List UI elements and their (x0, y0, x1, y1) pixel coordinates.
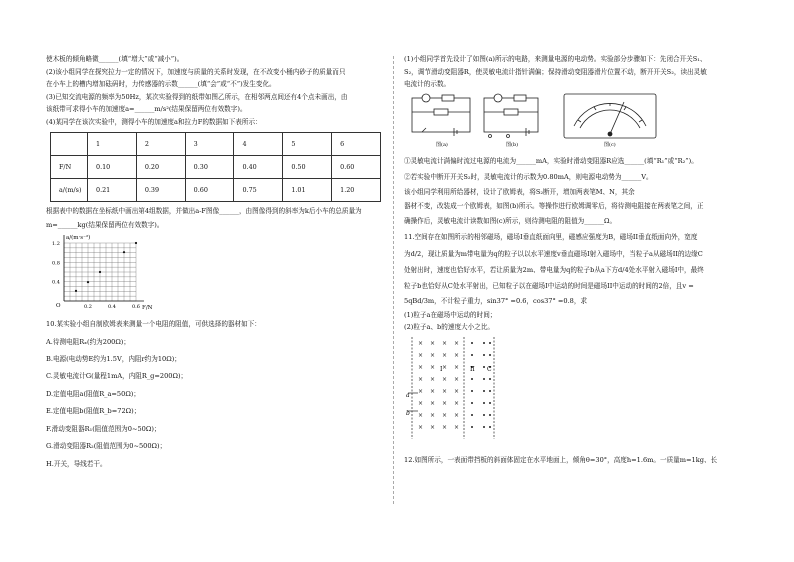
option-b: B.电源(电动势E约为1.5V，内阻r约为10Ω)； (46, 355, 181, 364)
field-out-of-page-mark (471, 354, 473, 356)
table-cell: 4 (234, 133, 283, 156)
x-axis-label: F/N (142, 305, 153, 312)
field-into-page-mark: × (418, 352, 424, 360)
field-into-page-mark: × (454, 376, 460, 384)
table-cell: 5 (283, 133, 332, 156)
field-into-page-mark: × (454, 412, 460, 420)
table-cell: 0.10 (88, 156, 137, 179)
region-2-label: II (470, 366, 475, 374)
option-c: C.灵敏电流计G(量程1mA，内阻R_g=200Ω)； (46, 372, 188, 381)
table-cell: 0.39 (136, 179, 185, 202)
field-out-of-page-mark (471, 390, 473, 392)
text-line: 该纸带可求得小车的加速度a=______m/s²(结果保留两位有效数字)。 (46, 104, 247, 113)
y-tick-label: 0.4 (52, 279, 60, 286)
y-axis-label: a/(m·s⁻²) (66, 235, 91, 242)
option-d: D.定值电阻a(阻值R_a=50Ω)； (46, 389, 140, 398)
table-cell: 1.20 (332, 179, 381, 202)
text-line: (2)该小组同学在探究拉力一定的情况下，加速度与质量的关系时发现，在不改变小桶内砂子的质量而只 (46, 68, 346, 77)
field-into-page-mark: × (454, 388, 460, 396)
table-cell: 0.30 (185, 156, 234, 179)
field-into-page-mark: × (442, 424, 448, 432)
field-into-page-mark: × (418, 412, 424, 420)
region-1-label: I (440, 366, 443, 374)
magnetic-field-diagram (406, 335, 516, 443)
circuit-b (484, 94, 538, 138)
field-out-of-page-mark (489, 414, 491, 416)
x-tick-label: 0.4 (108, 304, 116, 311)
table-cell: 1.01 (283, 179, 332, 202)
field-into-page-mark: × (454, 364, 460, 372)
field-out-of-page-mark (483, 378, 485, 380)
figure-b-label: 图(b) (506, 142, 519, 149)
field-out-of-page-mark (483, 390, 485, 392)
option-h: H.开关，导线若干。 (46, 459, 107, 468)
table-cell: 6 (332, 133, 381, 156)
text-line: ②若实验中断开开关S₂时，灵敏电流计的示数为0.80mA，则电源电动势为______V。 (404, 172, 653, 181)
table-cell: 1 (88, 133, 137, 156)
x-tick-label: 0.6 (132, 304, 140, 311)
table-row (51, 179, 381, 202)
field-into-page-mark: × (430, 340, 436, 348)
table-cell: 3 (185, 133, 234, 156)
table-header-row (51, 133, 381, 156)
field-out-of-page-mark (471, 402, 473, 404)
field-into-page-mark: × (454, 352, 460, 360)
text-line: (3)已知交流电源的频率为50Hz，某次实验得到的纸带如图乙所示，在相邻两点间还有4个点未画出，由 (46, 93, 348, 102)
field-out-of-page-mark (489, 426, 491, 428)
y-tick-label: 0.8 (52, 260, 60, 267)
y-tick-label: 1.2 (52, 241, 60, 248)
option-e: E.定值电阻b(阻值R_b=72Ω)； (46, 407, 141, 416)
table-cell: 0.60 (185, 179, 234, 202)
field-into-page-mark: × (442, 388, 448, 396)
table-cell: F/N (51, 156, 88, 179)
field-into-page-mark: × (454, 340, 460, 348)
chart-axes (52, 235, 144, 310)
data-point (135, 242, 137, 244)
right-column (404, 54, 748, 467)
particle-a-label: a (406, 392, 410, 400)
origin-label: O (56, 303, 61, 310)
field-into-page-mark: × (418, 424, 424, 432)
question-11-stem: 11.空间存在如图所示的相邻磁场，磁场I垂直纸面向里，磁感应强度为B，磁场II垂直纸面向外，宽度 (404, 233, 698, 242)
field-into-page-mark: × (430, 352, 436, 360)
field-into-page-mark: × (418, 376, 424, 384)
text-line: 5qBd/3m，不计粒子重力，sin37° =0.6，cos37° =0.8，求 (404, 296, 588, 305)
field-into-page-mark: × (430, 376, 436, 384)
field-out-of-page-mark (489, 390, 491, 392)
field-out-of-page-mark (489, 378, 491, 380)
text-line: ①灵敏电流计满偏时流过电源的电流为______mA，实验时滑动变阻器R应选______(填“R₁”或“R₂”)。 (404, 157, 698, 166)
field-into-page-mark: × (430, 388, 436, 396)
table-row (51, 156, 381, 179)
field-into-page-mark: × (442, 400, 448, 408)
field-into-page-mark: × (418, 400, 424, 408)
field-out-of-page-mark (471, 426, 473, 428)
table-cell: 0.50 (283, 156, 332, 179)
field-into-page-mark: × (442, 364, 448, 372)
particle-b-label: b (406, 410, 410, 418)
field-into-page-mark: × (430, 364, 436, 372)
field-into-page-mark: × (442, 412, 448, 420)
text-line: 在小车上的槽内增加砝码时，力传感器的示数______(填“会”或“不”)发生变化。 (46, 79, 276, 88)
sub-question-2: (2)粒子a、b的速度大小之比。 (404, 322, 495, 331)
question-12-stem: 12.如图所示，一表面带挡板的斜面体固定在水平地面上，倾角θ=30°，高度h=1.6m。一质量m=1kg、长 (404, 456, 718, 465)
data-point (75, 290, 77, 292)
field-into-page-mark: × (442, 376, 448, 384)
field-into-page-mark: × (418, 388, 424, 396)
text-line: 确操作后，灵敏电流计读数如图(c)所示，则待测电阻的阻值为______Ω。 (404, 216, 617, 225)
field-out-of-page-mark (483, 414, 485, 416)
field-out-of-page-mark (471, 414, 473, 416)
circuit-figures (404, 90, 704, 152)
table-cell: 0.60 (332, 156, 381, 179)
text-line: (1)小组同学首先设计了如图(a)所示的电路，来测量电源的电动势。实验部分步骤如下：先闭合开关S₁、 (404, 55, 707, 63)
table-cell: 0.21 (88, 179, 137, 202)
column-divider (393, 56, 394, 504)
field-into-page-mark: × (442, 352, 448, 360)
text-line: (4)某同学在该次实验中，测得小车的加速度a和拉力F的数据如下表所示： (46, 118, 262, 127)
table-cell: a/(m/s) (51, 179, 88, 202)
table-cell: 0.75 (234, 179, 283, 202)
field-out-of-page-mark (471, 378, 473, 380)
field-out-of-page-mark (483, 342, 485, 344)
field-into-page-mark: × (418, 340, 424, 348)
field-out-of-page-mark (471, 342, 473, 344)
field-out-of-page-mark (483, 402, 485, 404)
table-cell: 0.20 (136, 156, 185, 179)
field-out-of-page-mark (489, 354, 491, 356)
text-line: 器材不变，改装成一个欧姆表，如图(b)所示。等操作进行欧姆调零后，将待测电阻接在两表笔之间，正 (404, 202, 704, 211)
figure-c-label: 图(c) (604, 142, 616, 149)
field-into-page-mark: × (430, 412, 436, 420)
table-cell: 2 (136, 133, 185, 156)
field-out-of-page-mark (483, 354, 485, 356)
field-out-of-page-mark (483, 366, 485, 368)
circuit-a (412, 94, 470, 136)
field-out-of-page-mark (489, 342, 491, 344)
question-10-stem: 10.某实验小组自制欧姆表来测量一个电阻的阻值，可供选择的器材如下： (46, 320, 261, 329)
field-out-of-page-mark (489, 402, 491, 404)
text-line: 为d/2，现让质量为m带电量为q的粒子以以水平速度v垂直磁场I射入磁场中，当粒子a从磁场II的边缘C (404, 249, 703, 258)
field-out-of-page-mark (483, 426, 485, 428)
point-c-label: C (487, 366, 492, 374)
text-line: 该小组同学利用所给器材，设计了欧姆表，将S₂断开，增加两表笔M、N，其余 (404, 188, 635, 197)
text-line: m=______kg(结果保留两位有效数字)。 (46, 220, 164, 229)
table-cell (51, 133, 88, 156)
text-line: 电流计的示数。 (404, 79, 451, 88)
left-column (46, 54, 381, 470)
text-line: 粒子b也恰好从C处水平射出，已知粒子以在磁场I中运动的时间是磁场II中运动的时间的2倍，且v = (404, 282, 694, 291)
data-point (123, 251, 125, 253)
a-f-chart (46, 231, 156, 313)
field-into-page-mark: × (430, 400, 436, 408)
x-tick-label: 0.2 (84, 304, 92, 311)
data-point (87, 281, 89, 283)
data-point (99, 271, 101, 273)
option-g: G.滑动变阻器R₂(阻值范围为0~500Ω)； (46, 442, 167, 451)
sub-question-1: (1)粒子a在磁场中运动的时间； (404, 311, 497, 320)
field-into-page-mark: × (430, 424, 436, 432)
text-line: 根据表中的数据在坐标纸中画出第4组数据，并做出a-F图像______，由图像得到的斜率为k后小车的总质量为 (46, 207, 362, 216)
text-line: 处射出时，速度也恰好水平，若让质量为2m、带电量为q的粒子b从a下方d/4处水平射入磁场I中，最终 (404, 266, 704, 275)
table-cell: 0.40 (234, 156, 283, 179)
text-line: 使木板的倾角略微______(填“增大”或“减小”)。 (46, 55, 184, 63)
field-into-page-mark: × (418, 364, 424, 372)
option-f: F.滑动变阻器R₁(阻值范围为0~50Ω)； (46, 424, 161, 433)
field-into-page-mark: × (454, 400, 460, 408)
galvanometer-dial (564, 94, 656, 138)
option-a: A.待测电阻Rₓ(约为200Ω)； (46, 337, 130, 346)
field-into-page-mark: × (454, 424, 460, 432)
data-table (50, 132, 381, 202)
figure-a-label: 图(a) (436, 142, 448, 149)
text-line: S₂，调节滑动变阻器R，使灵敏电流计指针满偏；保持滑动变阻器滑片位置不动，断开开关S₂，读出灵敏 (404, 68, 707, 77)
field-into-page-mark: × (442, 340, 448, 348)
